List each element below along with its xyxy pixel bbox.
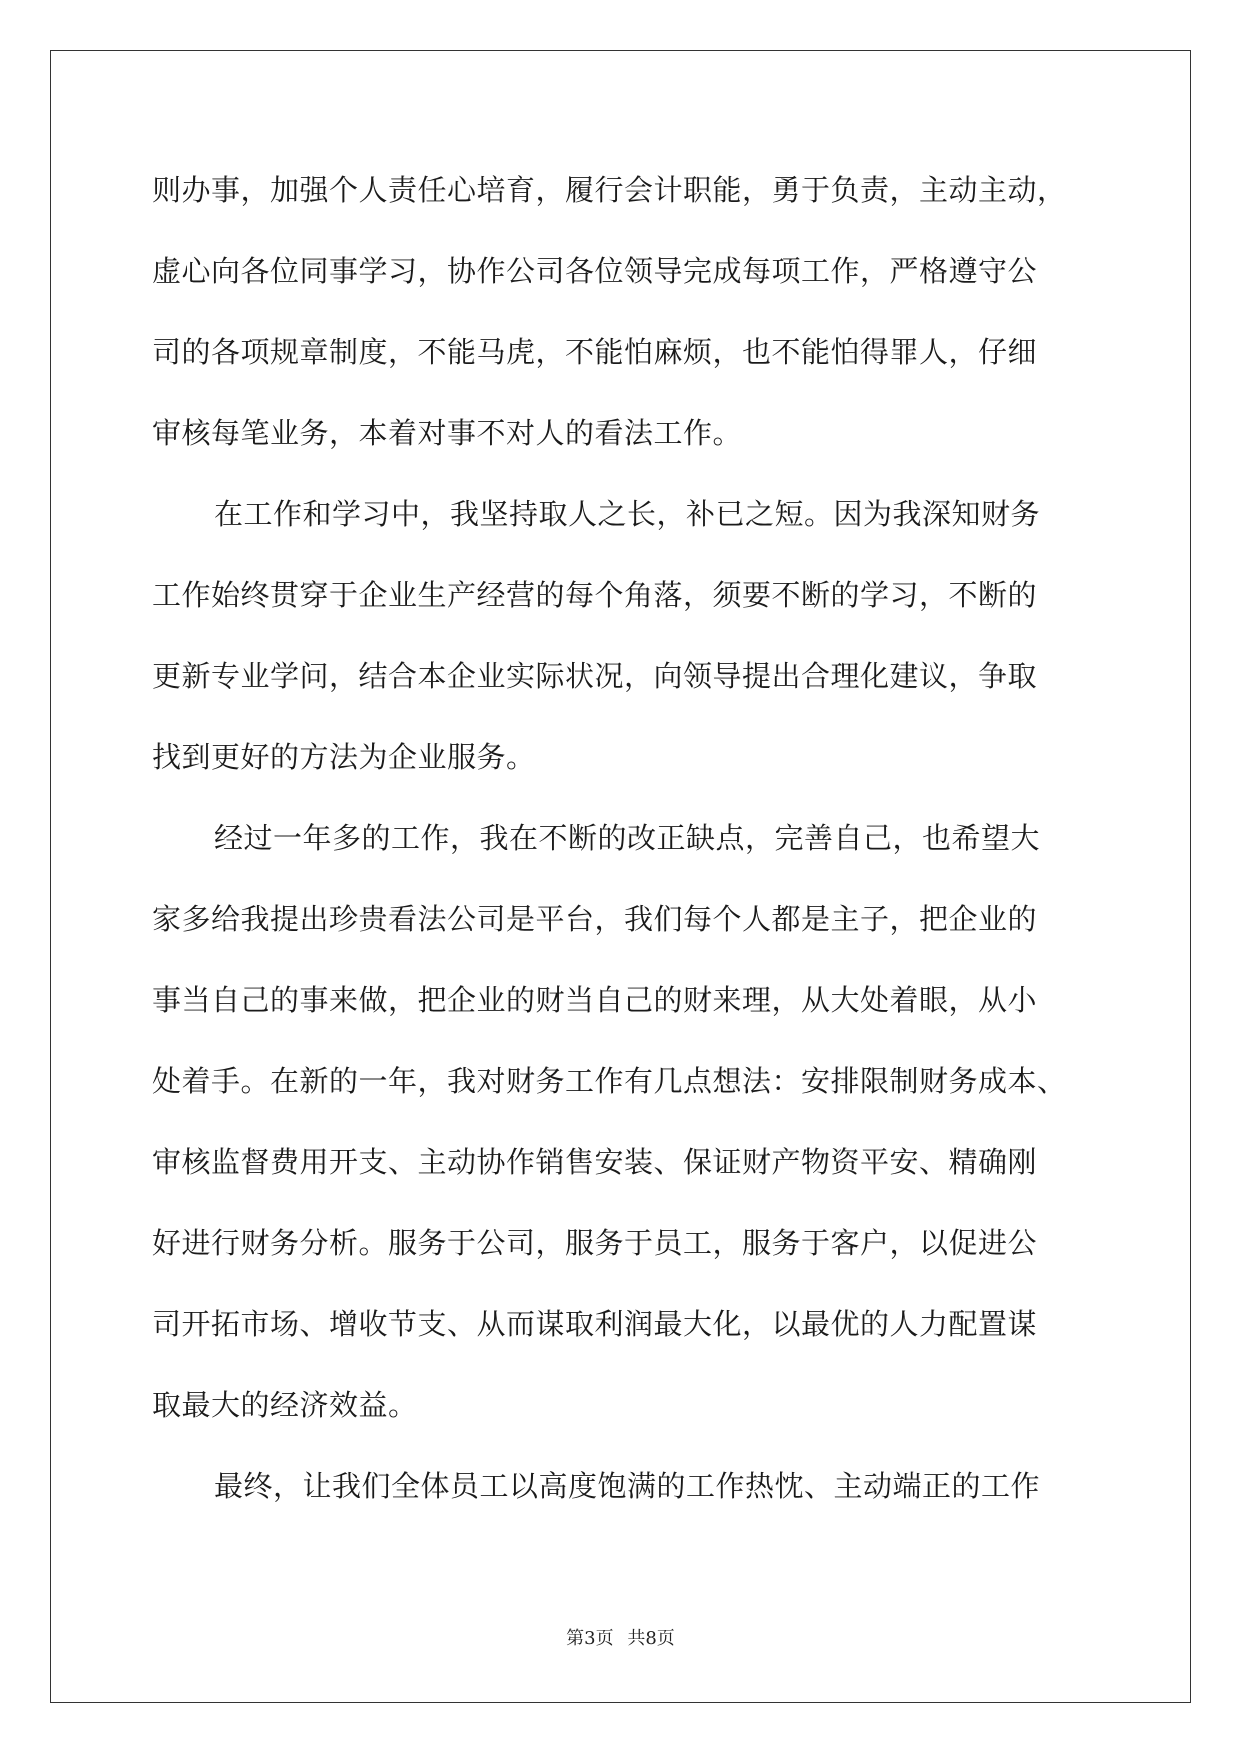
page-number: 第3页	[566, 1628, 614, 1649]
page-footer	[0, 1624, 1241, 1650]
text-line: 更新专业学问，结合本企业实际状况，向领导提出合理化建议，争取	[152, 659, 1038, 693]
text-line: 事当自己的事来做，把企业的财当自己的财来理，从大处着眼，从小	[152, 983, 1038, 1017]
text-line: 则办事，加强个人责任心培育，履行会计职能，勇于负责，主动主动，	[152, 173, 1067, 207]
text-line: 司的各项规章制度，不能马虎，不能怕麻烦，也不能怕得罪人，仔细	[152, 335, 1038, 369]
text-line: 审核每笔业务，本着对事不对人的看法工作。	[152, 416, 743, 450]
text-line: 虚心向各位同事学习，协作公司各位领导完成每项工作，严格遵守公	[152, 254, 1038, 288]
text-line: 取最大的经济效益。	[152, 1388, 418, 1422]
page-total: 共8页	[627, 1628, 675, 1649]
document-body	[152, 150, 1088, 1527]
text-line: 审核监督费用开支、主动协作销售安装、保证财产物资平安、精确刚	[152, 1145, 1038, 1179]
text-line: 最终，让我们全体员工以高度饱满的工作热忱、主动端正的工作	[214, 1469, 1041, 1503]
text-line: 找到更好的方法为企业服务。	[152, 740, 536, 774]
text-line: 家多给我提出珍贵看法公司是平台，我们每个人都是主子，把企业的	[152, 902, 1038, 936]
text-line: 工作始终贯穿于企业生产经营的每个角落，须要不断的学习，不断的	[152, 578, 1038, 612]
text-line: 在工作和学习中，我坚持取人之长，补已之短。因为我深知财务	[214, 497, 1041, 531]
text-line: 处着手。在新的一年，我对财务工作有几点想法：安排限制财务成本、	[152, 1064, 1067, 1098]
text-line: 司开拓市场、增收节支、从而谋取利润最大化，以最优的人力配置谋	[152, 1307, 1038, 1341]
text-line: 经过一年多的工作，我在不断的改正缺点，完善自己，也希望大	[214, 821, 1041, 855]
text-line: 好进行财务分析。服务于公司，服务于员工，服务于客户，以促进公	[152, 1226, 1038, 1260]
